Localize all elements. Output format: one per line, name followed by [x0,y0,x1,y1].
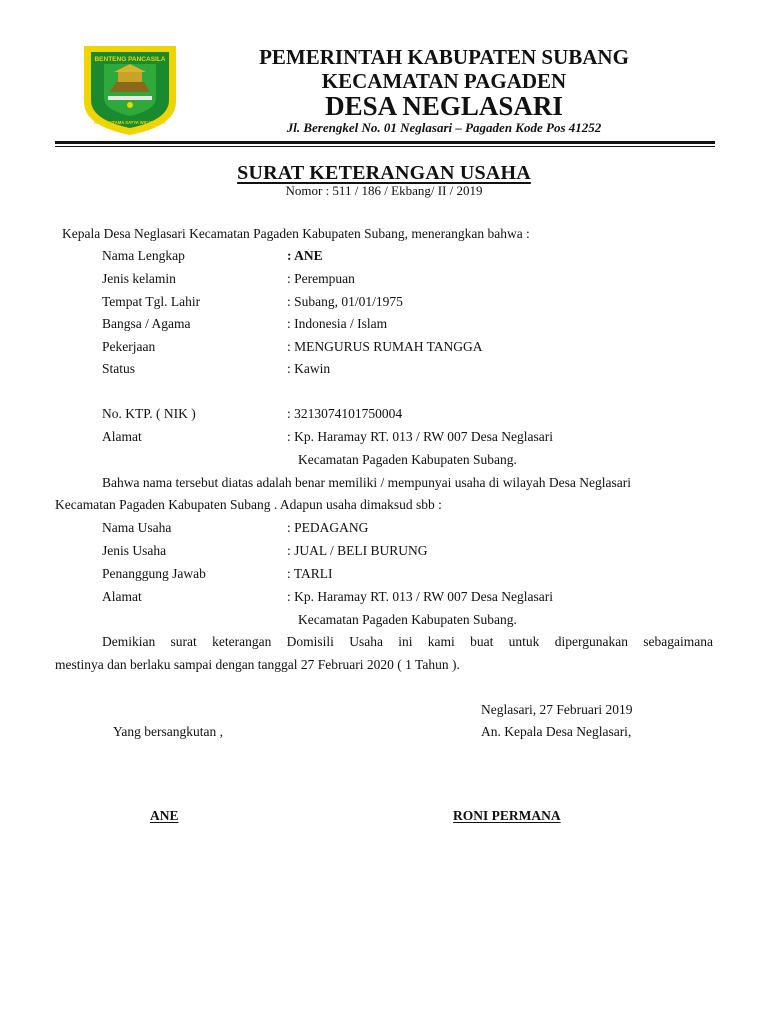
letterhead-district: KECAMATAN PAGADEN [321,69,567,93]
business-label-name: Nama Usaha [102,520,172,535]
signature-left-name: ANE [150,808,179,823]
paragraph-business-line2: Kecamatan Pagaden Kabupaten Subang . Adapun usaha dimaksud sbb : [55,497,442,512]
signature-place-date: Neglasari, 27 Februari 2019 [481,702,633,717]
person-label-nik: No. KTP. ( NIK ) [102,406,196,421]
person-label-birth: Tempat Tgl. Lahir [102,294,201,309]
letterhead-address: Jl. Berengkel No. 01 Neglasari – Pagaden Kode Pos 41252 [286,120,602,135]
document-title [0,162,768,185]
signature-left-title: Yang bersangkutan , [113,724,223,739]
person-value-birth: : Subang, 01/01/1975 [287,294,403,309]
person-label-nationality-religion: Bangsa / Agama [102,316,191,331]
signature-right-name: RONI PERMANA [453,808,561,823]
person-value-nationality-religion: : Indonesia / Islam [287,316,388,331]
logo-text-bottom: KARYA UTAMA SATYA WICAKSANA [94,120,166,125]
business-label-responsible: Penanggung Jawab [102,566,206,581]
business-label-address: Alamat [102,589,142,604]
letterhead-divider-thick [55,141,715,144]
business-value-responsible: : TARLI [287,566,333,581]
letterhead-village: DESA NEGLASARI [325,91,563,121]
document-number: Nomor : 511 / 186 / Ekbang/ II / 2019 [285,183,483,198]
person-label-name: Nama Lengkap [102,248,185,263]
business-label-type: Jenis Usaha [102,543,167,558]
business-value-name: : PEDAGANG [287,520,369,535]
letterhead-divider-thin [55,146,715,147]
signature-right-title: An. Kepala Desa Neglasari, [481,724,632,739]
business-value-address-cont: Kecamatan Pagaden Kabupaten Subang. [298,612,517,627]
person-value-address: : Kp. Haramay RT. 013 / RW 007 Desa Neglasari [287,429,554,444]
person-label-address: Alamat [102,429,142,444]
business-value-address: : Kp. Haramay RT. 013 / RW 007 Desa Neglasari [287,589,554,604]
business-value-type: : JUAL / BELI BURUNG [287,543,428,558]
person-value-nik: : 3213074101750004 [287,406,403,421]
person-label-gender: Jenis kelamin [102,271,176,286]
paragraph-closing-line1: Demikian surat keterangan Domisili Usaha ini kami buat untuk dipergunakan sebagaimana [102,634,713,649]
person-value-name: : ANE [287,248,323,263]
person-value-status: : Kawin [287,361,331,376]
paragraph-closing-line2: mestinya dan berlaku sampai dengan tanggal 27 Februari 2020 ( 1 Tahun ). [55,657,460,672]
person-label-status: Status [102,361,136,376]
person-value-address-cont: Kecamatan Pagaden Kabupaten Subang. [298,452,517,467]
logo-text-top: BENTENG PANCASILA [94,56,166,63]
document-title-text: SURAT KETERANGAN USAHA [237,162,531,184]
person-label-occupation: Pekerjaan [102,339,156,354]
person-value-gender: : Perempuan [287,271,355,286]
letterhead-government: PEMERINTAH KABUPATEN SUBANG [259,45,629,69]
intro-statement: Kepala Desa Neglasari Kecamatan Pagaden Kabupaten Subang, menerangkan bahwa : [62,226,530,241]
paragraph-business-line1: Bahwa nama tersebut diatas adalah benar memiliki / mempunyai usaha di wilayah Desa Neglasari [102,475,631,490]
person-value-occupation: : MENGURUS RUMAH TANGGA [287,339,483,354]
